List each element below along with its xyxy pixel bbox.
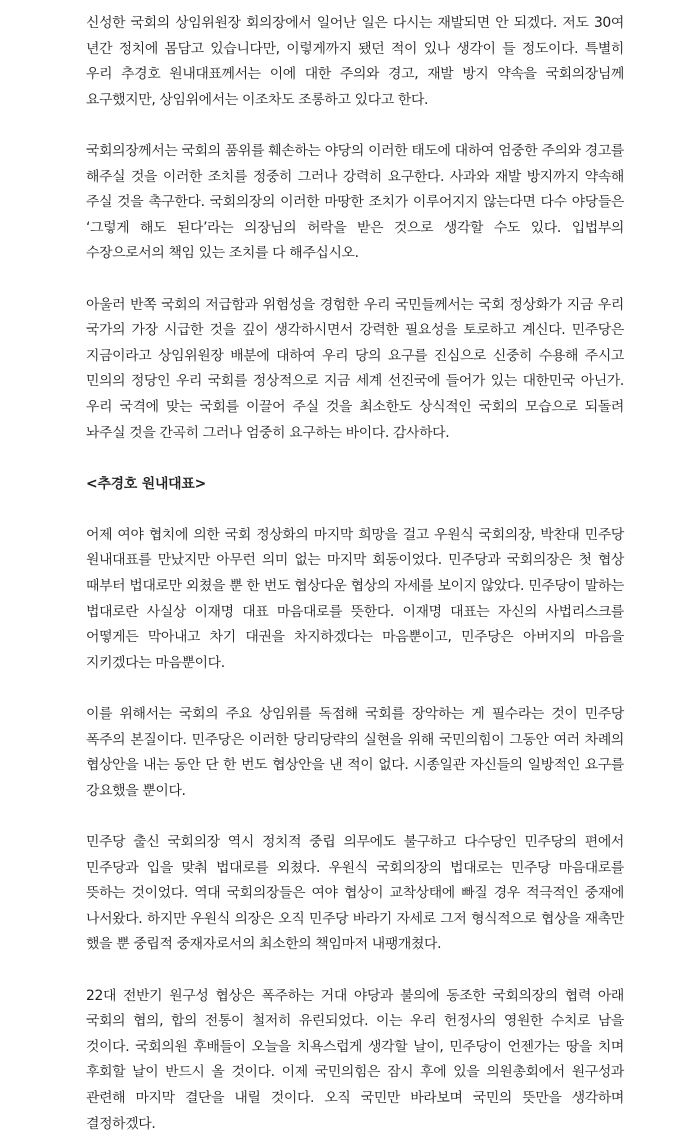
- paragraph-spacer: [86, 676, 624, 702]
- paragraph-last-meeting: 어제 여야 협치에 의한 국회 정상화의 마지막 희망을 걸고 우원식 국회의장, 박찬대 민주당 원내대표를 만났지만 아무런 의미 없는 마지막 회동이었다. 민주당과 국회의장은 첫 협상 때부터 법대로만 외쳤을 뿐 한 번도 협상다운 협상의 자세를 보이지 않았다. 민주당이 말하는 법대로란 사실상 이재명 대표 마음대로를 뜻한다. 이재명 대표는 자신의 사법리스크를 어떻게든 막아내고 차기 대권을 차지하겠다는 마음뿐이고, 민주당은 아버지의 마음을 지키겠다는 마음뿐이다.: [86, 526, 624, 671]
- paragraph-spacer: [86, 804, 624, 830]
- paragraph-normalization-demand: 아울러 반쪽 국회의 저급함과 위험성을 경험한 우리 국민들께서는 국회 정상화가 지금 우리 국가의 가장 시급한 것을 깊이 생각하시면서 강력한 필요성을 토로하고 계신다. 민주당은 지금이라고 상임위원장 배분에 대하여 우리 당의 요구를 진심으로 신중히 수용해 주시고 민의의 정당인 우리 국회를 정상적으로 지금 세계 선진국에 들어가 있는 대한민국 아닌가. 우리 국격에 맞는 국회를 이끌어 주실 것을 최소한도 상식적인 국회의 모습으로 되돌려 놔주실 것을 간곡히 그러나 엄중히 요구하는 바이다. 감사하다.: [86, 296, 624, 441]
- paragraph-spacer: [86, 958, 624, 984]
- document-page: [86, 11, 624, 1137]
- paragraph-speaker-request: 국회의장께서는 국회의 품위를 훼손하는 야당의 이러한 태도에 대하여 엄중한 주의와 경고를 해주실 것을 이러한 조치를 정중히 그러나 강력히 요구한다. 사과와 재발 방지까지 약속해 주실 것을 촉구한다. 국회의장의 이러한 마땅한 조치가 이루어지지 않는다면 다수 야당들은 ‘그렇게 해도 된다’라는 의장님의 허락을 받은 것으로 생각할 수도 있다. 입법부의 수장으로서의 책임 있는 조치를 다 해주십시오.: [86, 142, 624, 262]
- paragraph-speaker-neutrality: 민주당 출신 국회의장 역시 정치적 중립 의무에도 불구하고 다수당인 민주당의 편에서 민주당과 입을 맞춰 법대로를 외쳤다. 우원식 국회의장의 법대로는 민주당 마음대로를 뜻하는 것이었다. 역대 국회의장들은 여야 협상이 교착상태에 빠질 경우 적극적인 중재에 나서왔다. 하지만 우원식 의장은 오직 민주당 바라기 자세로 그저 형식적으로 협상을 재촉만 했을 뿐 중립적 중재자로서의 최소한의 책임마저 내팽개쳤다.: [86, 834, 624, 953]
- paragraph-spacer: [86, 267, 624, 293]
- speaker-heading: <추경호 원내대표>: [86, 475, 207, 492]
- paragraph-committee-incident: 신성한 국회의 상임위원장 회의장에서 일어난 일은 다시는 재발되면 안 되겠다. 저도 30여 년간 정치에 몸담고 있습니다만, 이렇게까지 됐던 적이 있나 생각이 들 정도이다. 특별히 우리 추경호 원내대표께서는 이에 대한 주의와 경고, 재발 방지 약속을 국회의장님께 요구했지만, 상임위에서는 이조차도 조롱하고 있다고 한다.: [86, 15, 624, 108]
- paragraph-spacer: [86, 113, 624, 139]
- paragraph-spacer: [86, 497, 624, 523]
- paragraph-final-decision: 22대 전반기 원구성 협상은 폭주하는 거대 야당과 불의에 동조한 국회의장의 협력 아래 국회의 협의, 합의 전통이 철저히 유린되었다. 이는 우리 헌정사의 영원한 수치로 남을 것이다. 국회의원 후배들이 오늘을 치욕스럽게 생각할 날이, 민주당이 언젠가는 땅을 치며 후회할 날이 반드시 올 것이다. 이제 국민의힘은 잠시 후에 있을 의원총회에서 원구성과 관련해 마지막 결단을 내릴 것이다. 오직 국민만 바라보며 국민의 뜻만을 생각하며 결정하겠다.: [86, 987, 624, 1132]
- paragraph-committee-monopoly: 이를 위해서는 국회의 주요 상임위를 독점해 국회를 장악하는 게 필수라는 것이 민주당 폭주의 본질이다. 민주당은 이러한 당리당략의 실현을 위해 국민의힘이 그동안 여러 차례의 협상안을 내는 동안 단 한 번도 협상안을 낸 적이 없다. 시종일관 자신들의 일방적인 요구를 강요했을 뿐이다.: [86, 706, 624, 799]
- paragraph-spacer: [86, 446, 624, 472]
